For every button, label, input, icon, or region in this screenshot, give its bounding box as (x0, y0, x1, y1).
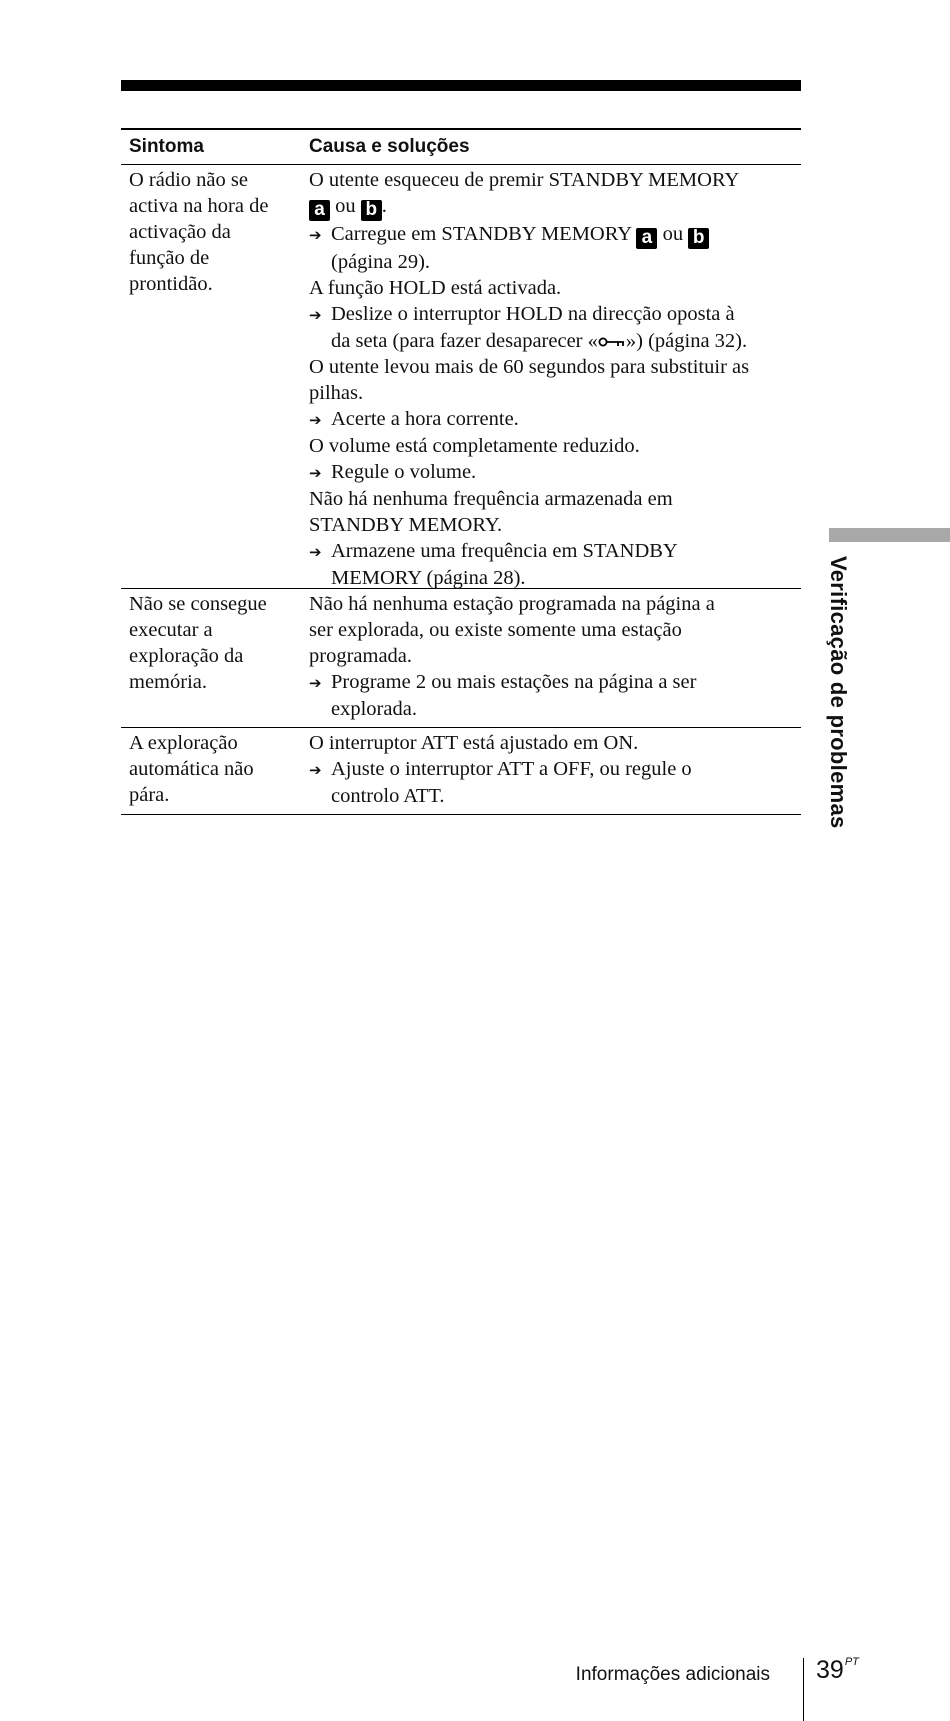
solution-text: Armazene uma frequência em STANDBY (331, 540, 678, 562)
cause-line: STANDBY MEMORY. (309, 514, 503, 536)
solution-line: MEMORY (página 28). (331, 567, 526, 589)
solution-line (309, 221, 801, 249)
key-b-icon: b (361, 200, 382, 221)
section-tab-label: Verificação de problemas (826, 556, 851, 829)
page-number (816, 1656, 859, 1685)
page-language-suffix: PT (844, 1656, 859, 1668)
cause-cell (309, 165, 801, 588)
cause-line: Não há nenhuma estação programada na página a (309, 593, 715, 615)
symptom-cell (121, 728, 309, 814)
cause-line: O volume está completamente reduzido. (309, 435, 640, 457)
solution-text: Deslize o interruptor HOLD na direcção oposta à (331, 303, 735, 325)
cause-line (309, 193, 801, 221)
key-b-icon: b (688, 228, 709, 249)
cause-text: ou (330, 195, 361, 217)
symptom-line: O rádio não se (129, 169, 248, 191)
right-arrow-icon: ➔ (309, 761, 322, 779)
symptom-cell (121, 165, 309, 588)
right-arrow-icon: ➔ (309, 674, 322, 692)
cause-cell (309, 728, 801, 814)
solution-text: da seta (para fazer desaparecer « (331, 330, 598, 352)
solution-text: Ajuste o interruptor ATT a OFF, ou regule o (331, 758, 692, 780)
solution-line (309, 406, 801, 433)
symptom-line: activa na hora de (129, 195, 269, 217)
solution-line: explorada. (331, 698, 417, 720)
footer-divider (803, 1658, 804, 1721)
table-header (121, 128, 801, 165)
cause-line: Não há nenhuma frequência armazenada em (309, 488, 673, 510)
solution-text: Regule o volume. (331, 461, 477, 483)
section-tab (829, 528, 950, 542)
solution-line (309, 301, 801, 328)
right-arrow-icon: ➔ (309, 226, 322, 244)
symptom-line: memória. (129, 671, 207, 693)
symptom-line: função de (129, 247, 210, 269)
symptom-cell (121, 589, 309, 727)
cause-line: programada. (309, 645, 413, 667)
symptom-line: exploração da (129, 645, 244, 667)
cause-line: O utente levou mais de 60 segundos para substituir as (309, 356, 750, 378)
cause-line: O utente esqueceu de premir STANDBY MEMORY (309, 169, 740, 191)
cause-text: . (381, 195, 387, 217)
table-row (121, 165, 801, 589)
top-rule (121, 80, 801, 91)
solution-line: (página 29). (331, 251, 431, 273)
right-arrow-icon: ➔ (309, 464, 322, 482)
table-row (121, 589, 801, 728)
symptom-line: A exploração (129, 732, 238, 754)
cause-line: O interruptor ATT está ajustado em ON. (309, 732, 639, 754)
key-symbol-icon (598, 336, 626, 348)
solution-text: ») (página 32). (625, 330, 748, 352)
symptom-line: activação da (129, 221, 231, 243)
cause-cell (309, 589, 801, 727)
page-number-value: 39 (816, 1656, 844, 1684)
solution-line (309, 669, 801, 696)
symptom-line: Não se consegue (129, 593, 267, 615)
solution-text: Programe 2 ou mais estações na página a ser (331, 671, 697, 693)
solution-line (309, 459, 801, 486)
table-row (121, 728, 801, 815)
symptom-line: pára. (129, 784, 170, 806)
solution-text: Acerte a hora corrente. (331, 408, 519, 430)
header-cause: Causa e soluções (309, 136, 470, 157)
header-symptom: Sintoma (129, 136, 204, 157)
symptom-line: automática não (129, 758, 254, 780)
troubleshooting-table (121, 128, 801, 815)
cause-line: ser explorada, ou existe somente uma estação (309, 619, 682, 641)
solution-line (309, 538, 801, 565)
solution-line (309, 328, 801, 354)
solution-text: ou (657, 223, 689, 245)
cause-line: A função HOLD está activada. (309, 277, 562, 299)
right-arrow-icon: ➔ (309, 543, 322, 561)
symptom-line: executar a (129, 619, 213, 641)
key-a-icon: a (309, 200, 330, 221)
cause-line: pilhas. (309, 382, 364, 404)
footer-section-title: Informações adicionais (575, 1664, 770, 1685)
solution-line: controlo ATT. (331, 785, 445, 807)
solution-text: Carregue em STANDBY MEMORY (331, 223, 637, 245)
right-arrow-icon: ➔ (309, 306, 322, 324)
key-a-icon: a (636, 228, 657, 249)
symptom-line: prontidão. (129, 273, 213, 295)
right-arrow-icon: ➔ (309, 411, 322, 429)
solution-line (309, 756, 801, 783)
